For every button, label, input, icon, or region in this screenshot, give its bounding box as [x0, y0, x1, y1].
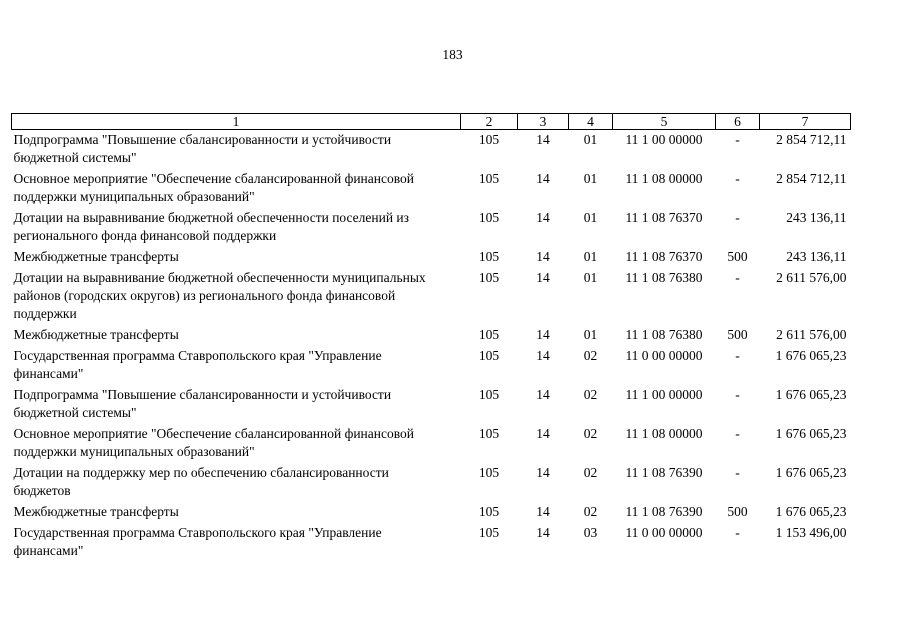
row-target-article: 11 1 00 00000	[625, 132, 703, 147]
row-section-code: 14	[536, 270, 550, 285]
row-expense-type: -	[735, 270, 740, 285]
row-expense-type: -	[735, 171, 740, 186]
row-ministry-code: 105	[478, 270, 500, 285]
row-target-article: 11 1 08 76370	[625, 249, 703, 264]
row-subsection-code: 02	[583, 504, 598, 519]
header-col-5: 5	[613, 114, 716, 130]
table-row	[12, 268, 851, 325]
row-amount: 1 153 496,00	[775, 525, 847, 540]
row-ministry-code: 105	[478, 387, 500, 402]
row-ministry-code: 105	[478, 426, 500, 441]
header-row	[12, 114, 851, 130]
row-amount: 2 611 576,00	[776, 327, 847, 342]
row-ministry-code: 105	[478, 249, 500, 264]
row-name: Подпрограмма "Повышение сбалансированности и устойчивости бюджетной системы"	[13, 387, 392, 420]
header-col-4: 4	[569, 114, 613, 130]
row-name: Межбюджетные трансферты	[13, 249, 179, 264]
row-section-code: 14	[536, 504, 550, 519]
row-ministry-code: 105	[478, 348, 500, 363]
row-expense-type: -	[735, 348, 740, 363]
table-row	[12, 346, 851, 385]
row-ministry-code: 105	[478, 504, 500, 519]
row-target-article: 11 1 08 00000	[625, 426, 703, 441]
header-col-2: 2	[461, 114, 518, 130]
table-row	[12, 385, 851, 424]
header-col-1: 1	[12, 114, 461, 130]
row-subsection-code: 02	[583, 465, 598, 480]
row-expense-type: -	[735, 426, 740, 441]
row-name: Межбюджетные трансферты	[13, 327, 179, 342]
row-section-code: 14	[536, 171, 550, 186]
row-ministry-code: 105	[478, 327, 500, 342]
row-subsection-code: 01	[583, 171, 598, 186]
row-amount: 2 854 712,11	[776, 171, 847, 186]
row-expense-type: 500	[727, 327, 748, 342]
table-row	[12, 502, 851, 523]
row-amount: 1 676 065,23	[775, 426, 847, 441]
row-name: Государственная программа Ставропольского края "Управление финансами"	[13, 525, 382, 558]
table-row	[12, 463, 851, 502]
row-target-article: 11 1 08 76370	[625, 210, 703, 225]
row-subsection-code: 01	[583, 270, 598, 285]
row-section-code: 14	[536, 348, 550, 363]
row-ministry-code: 105	[478, 525, 500, 540]
row-target-article: 11 1 08 00000	[625, 171, 703, 186]
row-amount: 243 136,11	[786, 210, 847, 225]
row-section-code: 14	[536, 387, 550, 402]
row-amount: 1 676 065,23	[775, 348, 847, 363]
row-section-code: 14	[536, 525, 550, 540]
table-row	[12, 247, 851, 268]
table-row	[12, 208, 851, 247]
row-subsection-code: 02	[583, 387, 598, 402]
row-amount: 1 676 065,23	[775, 465, 847, 480]
row-subsection-code: 03	[583, 525, 598, 540]
row-ministry-code: 105	[478, 465, 500, 480]
row-subsection-code: 02	[583, 348, 598, 363]
row-target-article: 11 0 00 00000	[625, 525, 703, 540]
table-row	[12, 169, 851, 208]
table-row	[12, 325, 851, 346]
row-ministry-code: 105	[478, 210, 500, 225]
row-section-code: 14	[536, 327, 550, 342]
header-col-3: 3	[518, 114, 569, 130]
row-name: Государственная программа Ставропольского края "Управление финансами"	[13, 348, 382, 381]
row-section-code: 14	[536, 210, 550, 225]
header-col-6: 6	[716, 114, 760, 130]
row-expense-type: -	[735, 387, 740, 402]
row-name: Дотации на выравнивание бюджетной обеспеченности муниципальных районов (городских округов) из регионального фонда финансовой поддержки	[13, 270, 426, 321]
row-section-code: 14	[536, 465, 550, 480]
row-target-article: 11 0 00 00000	[625, 348, 703, 363]
row-name: Подпрограмма "Повышение сбалансированности и устойчивости бюджетной системы"	[13, 132, 392, 165]
row-ministry-code: 105	[478, 171, 500, 186]
row-subsection-code: 01	[583, 327, 598, 342]
row-subsection-code: 02	[583, 426, 598, 441]
table-header	[12, 114, 851, 130]
row-name: Межбюджетные трансферты	[13, 504, 179, 519]
budget-table	[11, 113, 851, 562]
table-row	[12, 424, 851, 463]
row-amount: 1 676 065,23	[775, 387, 847, 402]
row-expense-type: -	[735, 465, 740, 480]
row-expense-type: 500	[727, 504, 748, 519]
row-amount: 2 854 712,11	[776, 132, 847, 147]
row-subsection-code: 01	[583, 249, 598, 264]
row-expense-type: -	[735, 210, 740, 225]
table-row	[12, 130, 851, 170]
row-name: Основное мероприятие "Обеспечение сбалансированной финансовой поддержки муниципальных образований"	[13, 171, 414, 204]
row-target-article: 11 1 08 76380	[625, 270, 703, 285]
row-name: Дотации на поддержку мер по обеспечению сбалансированности бюджетов	[13, 465, 389, 498]
row-expense-type: -	[735, 132, 740, 147]
row-target-article: 11 1 08 76390	[625, 504, 703, 519]
row-target-article: 11 1 08 76380	[625, 327, 703, 342]
row-name: Основное мероприятие "Обеспечение сбалансированной финансовой поддержки муниципальных образований"	[13, 426, 414, 459]
table-body	[12, 130, 851, 563]
table-row	[12, 523, 851, 562]
row-subsection-code: 01	[583, 132, 598, 147]
row-amount: 2 611 576,00	[776, 270, 847, 285]
row-section-code: 14	[536, 249, 550, 264]
row-expense-type: 500	[727, 249, 748, 264]
row-section-code: 14	[536, 426, 550, 441]
page-number: 183	[442, 47, 463, 62]
row-name: Дотации на выравнивание бюджетной обеспеченности поселений из регионального фонда финансовой поддержки	[13, 210, 409, 243]
row-expense-type: -	[735, 525, 740, 540]
row-target-article: 11 1 08 76390	[625, 465, 703, 480]
row-amount: 243 136,11	[786, 249, 847, 264]
row-subsection-code: 01	[583, 210, 598, 225]
header-col-7: 7	[760, 114, 851, 130]
row-target-article: 11 1 00 00000	[625, 387, 703, 402]
row-section-code: 14	[536, 132, 550, 147]
row-amount: 1 676 065,23	[775, 504, 847, 519]
row-ministry-code: 105	[478, 132, 500, 147]
